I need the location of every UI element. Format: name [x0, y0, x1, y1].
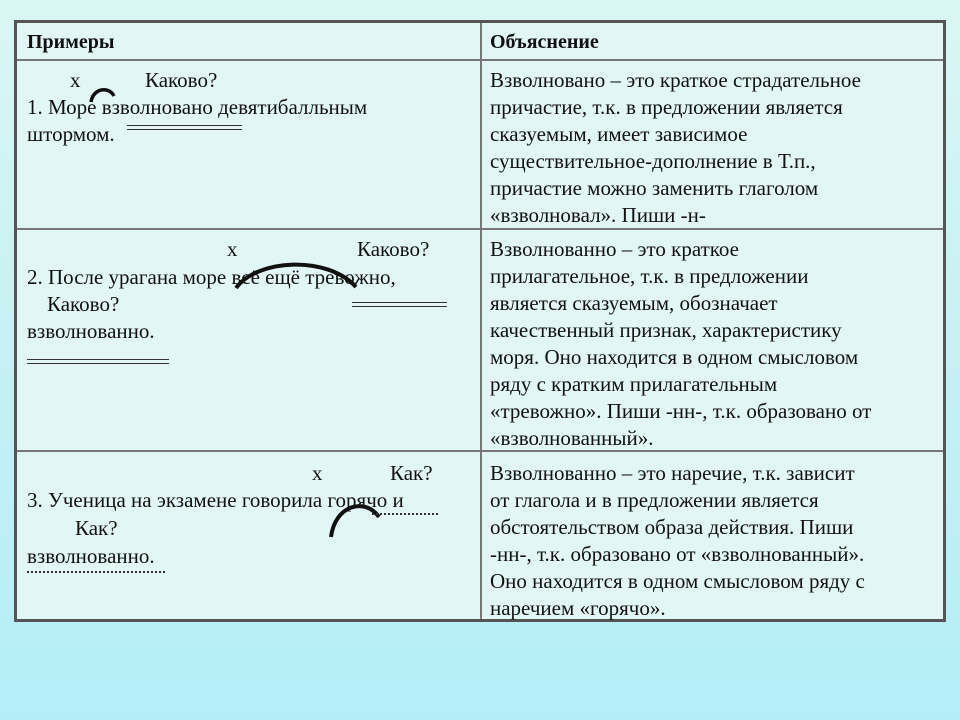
sentence-line: 1. Море взволновано девятибалльным: [27, 95, 368, 119]
header-explanation: Объяснение: [490, 31, 599, 53]
predicate-underline: [127, 125, 242, 130]
header-examples: Примеры: [27, 31, 115, 53]
row-1-example: [17, 63, 480, 227]
row-3-example: [17, 454, 480, 620]
x-marker: х: [312, 461, 323, 485]
row-1-explanation: Взволновано – это краткое страдательное причастие, т.к. в предложении является сказуемым, имеет зависимое существительное-дополнение в Т.п., причастие можно заменить глаголом «взволновал». Пиши -н-: [490, 68, 861, 227]
predicate-underline: [27, 359, 169, 364]
row-3-explanation: Взволнованно – это наречие, т.к. зависит от глагола и в предложении является обстоятельством образа действия. Пиши -нн-, т.к. образовано от «взволнованный». Оно находится в одном смысловом ряду с наречием «горячо».: [490, 461, 865, 620]
sentence-line: 3. Ученица на экзамене говорила горячо и: [27, 488, 404, 512]
x-marker: х: [70, 68, 81, 92]
question-label: Каково?: [47, 292, 120, 316]
header-divider: [17, 59, 943, 61]
sentence-line: взволнованно.: [27, 544, 155, 568]
x-marker: х: [227, 237, 238, 261]
examples-table: [14, 20, 946, 622]
question-label: Каково?: [145, 68, 218, 92]
adverbial-underline: [27, 571, 165, 573]
question-label: Каково?: [357, 237, 430, 261]
row-2-explanation: Взволнованно – это краткое прилагательное, т.к. в предложении является сказуемым, обозначает качественный признак, характеристику моря. Оно находится в одном смысловом ряду с кратким прилагательным «тревожно». Пиши -нн-, т.к. образовано от «взволнованный».: [490, 237, 872, 450]
predicate-underline: [352, 302, 447, 307]
sentence-line: 2. После урагана море всё ещё тревожно,: [27, 265, 396, 289]
question-label: Как?: [390, 461, 433, 485]
row-2-example: [17, 232, 480, 448]
column-divider: [480, 23, 482, 619]
adverbial-underline: [372, 513, 438, 515]
sentence-line: взволнованно.: [27, 319, 155, 343]
question-label: Как?: [75, 516, 118, 540]
sentence-line: штормом.: [27, 122, 115, 146]
